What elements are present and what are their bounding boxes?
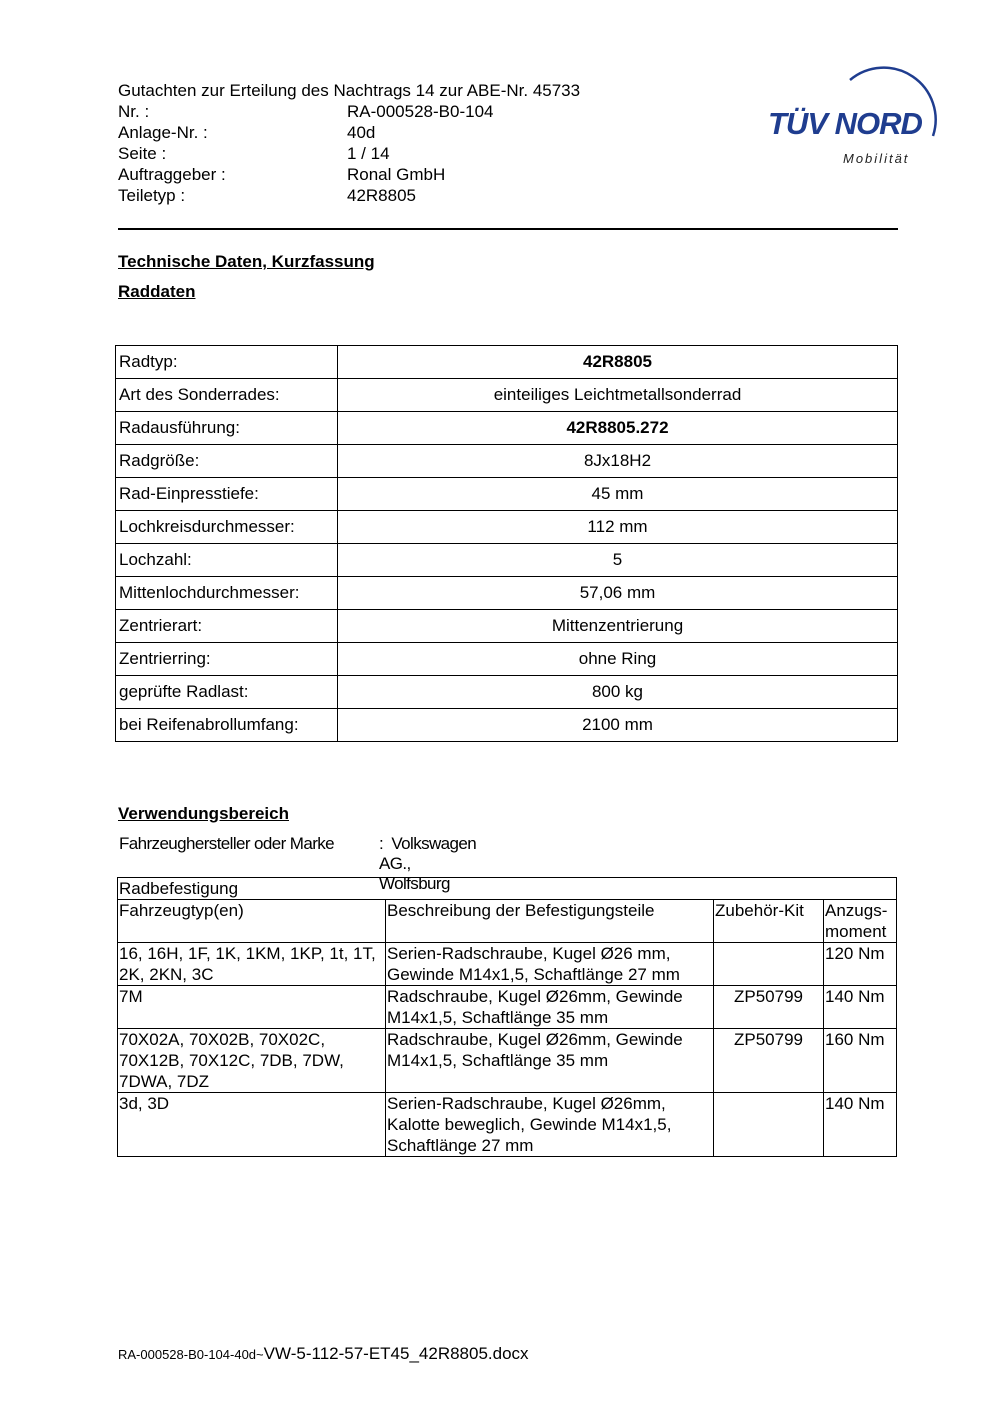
cell-beschreibung: Serien-Radschraube, Kugel Ø26mm, Kalotte beweglich, Gewinde M14x1,5, Schaftlänge 27 mm [386,1093,714,1157]
header-value: RA-000528-B0-104 [347,102,494,121]
cell-value: 42R8805 [338,346,898,379]
cell-value: einteiliges Leichtmetallsonderrad [338,379,898,412]
table-row [116,610,898,643]
cell-value: 2100 mm [338,709,898,742]
cell-moment: 160 Nm [824,1029,897,1093]
cell-label: Radgröße: [116,445,338,478]
header-value: 1 / 14 [347,144,390,163]
table-row [116,709,898,742]
section-heading-verwendung: Verwendungsbereich [118,804,289,823]
cell-label: Zentrierring: [116,643,338,676]
tuv-nord-logo [765,58,945,173]
column-header: Fahrzeugtyp(en) [118,900,386,943]
cell-label: Mittenlochdurchmesser: [116,577,338,610]
header-value: 40d [347,123,376,142]
table-row [116,478,898,511]
header-row-anlage [118,122,580,143]
footer-filename [118,1344,529,1364]
radbefestigung-table [117,877,897,1157]
raddaten-table [115,345,898,742]
table-row [116,544,898,577]
cell-value: Mittenzentrierung [338,610,898,643]
table-row [116,577,898,610]
cell-label: Radtyp: [116,346,338,379]
cell-label: Lochzahl: [116,544,338,577]
header-label: Seite : [118,144,167,163]
header-row-nr [118,101,580,122]
cell-kit [714,1093,824,1157]
cell-label: Radausführung: [116,412,338,445]
header-label: Nr. : [118,102,150,121]
cell-label: Lochkreisdurchmesser: [116,511,338,544]
cell-value: 57,06 mm [338,577,898,610]
header-label: Teiletyp : [118,186,186,205]
cell-beschreibung: Radschraube, Kugel Ø26mm, Gewinde M14x1,5, Schaftlänge 35 mm [386,986,714,1029]
header-row-auftraggeber [118,164,580,185]
cell-value: 800 kg [338,676,898,709]
table-row [116,346,898,379]
table-row [116,445,898,478]
logo-subtitle: Mobilität [843,151,910,166]
cell-typ: 16, 16H, 1F, 1K, 1KM, 1KP, 1t, 1T, 2K, 2KN, 3C [118,943,386,986]
header-row-teiletyp [118,185,580,206]
header-value: 42R8805 [347,186,417,205]
cell-typ: 3d, 3D [118,1093,386,1157]
cell-kit: ZP50799 [714,986,824,1029]
footer-prefix: RA-000528-B0-104-40d~ [118,1347,264,1362]
header-info [118,80,580,206]
cell-kit [714,943,824,986]
table-row [118,986,897,1029]
cell-value: 45 mm [338,478,898,511]
cell-moment: 140 Nm [824,1093,897,1157]
header-divider [118,228,898,230]
table-row [116,379,898,412]
hersteller-separator: : [379,834,384,853]
table-row [116,643,898,676]
header-row-seite [118,143,580,164]
table-row [116,676,898,709]
table-row [118,943,897,986]
cell-typ: 7M [118,986,386,1029]
cell-label: geprüfte Radlast: [116,676,338,709]
hersteller-label: Fahrzeughersteller oder Marke [119,834,335,853]
cell-value: 5 [338,544,898,577]
table-row [118,1093,897,1157]
cell-value: 42R8805.272 [338,412,898,445]
cell-typ: 70X02A, 70X02B, 70X02C, 70X12B, 70X12C, 7DB, 7DW, 7DWA, 7DZ [118,1029,386,1093]
header-label: Anlage-Nr. : [118,123,208,142]
cell-moment: 140 Nm [824,986,897,1029]
header-label: Auftraggeber : [118,165,226,184]
table-header-row [118,900,897,943]
column-header: Zubehör-Kit [714,900,824,943]
table-row [116,511,898,544]
section-heading-raddaten: Raddaten [118,282,196,301]
column-header: Beschreibung der Befestigungsteile [386,900,714,943]
cell-label: Rad-Einpresstiefe: [116,478,338,511]
table-title-row [118,878,897,900]
footer-file: VW-5-112-57-ET45_42R8805.docx [263,1344,529,1363]
logo-wordmark: TÜV NORD [768,106,922,141]
table-row [116,412,898,445]
hersteller-value: Volkswagen AG., Wolfsburg [379,834,477,893]
cell-kit: ZP50799 [714,1029,824,1093]
cell-label: Art des Sonderrades: [116,379,338,412]
section-heading-tech: Technische Daten, Kurzfassung [118,252,375,271]
cell-beschreibung: Serien-Radschraube, Kugel Ø26 mm, Gewinde M14x1,5, Schaftlänge 27 mm [386,943,714,986]
header-value: Ronal GmbH [347,165,446,184]
table-title: Radbefestigung [118,878,897,900]
column-header: Anzugs-moment [824,900,897,943]
table-row [118,1029,897,1093]
document-title: Gutachten zur Erteilung des Nachtrags 14 zur ABE-Nr. 45733 [118,81,581,100]
cell-value: 112 mm [338,511,898,544]
cell-value: 8Jx18H2 [338,445,898,478]
cell-label: Zentrierart: [116,610,338,643]
cell-label: bei Reifenabrollumfang: [116,709,338,742]
cell-value: ohne Ring [338,643,898,676]
cell-beschreibung: Radschraube, Kugel Ø26mm, Gewinde M14x1,5, Schaftlänge 35 mm [386,1029,714,1093]
cell-moment: 120 Nm [824,943,897,986]
